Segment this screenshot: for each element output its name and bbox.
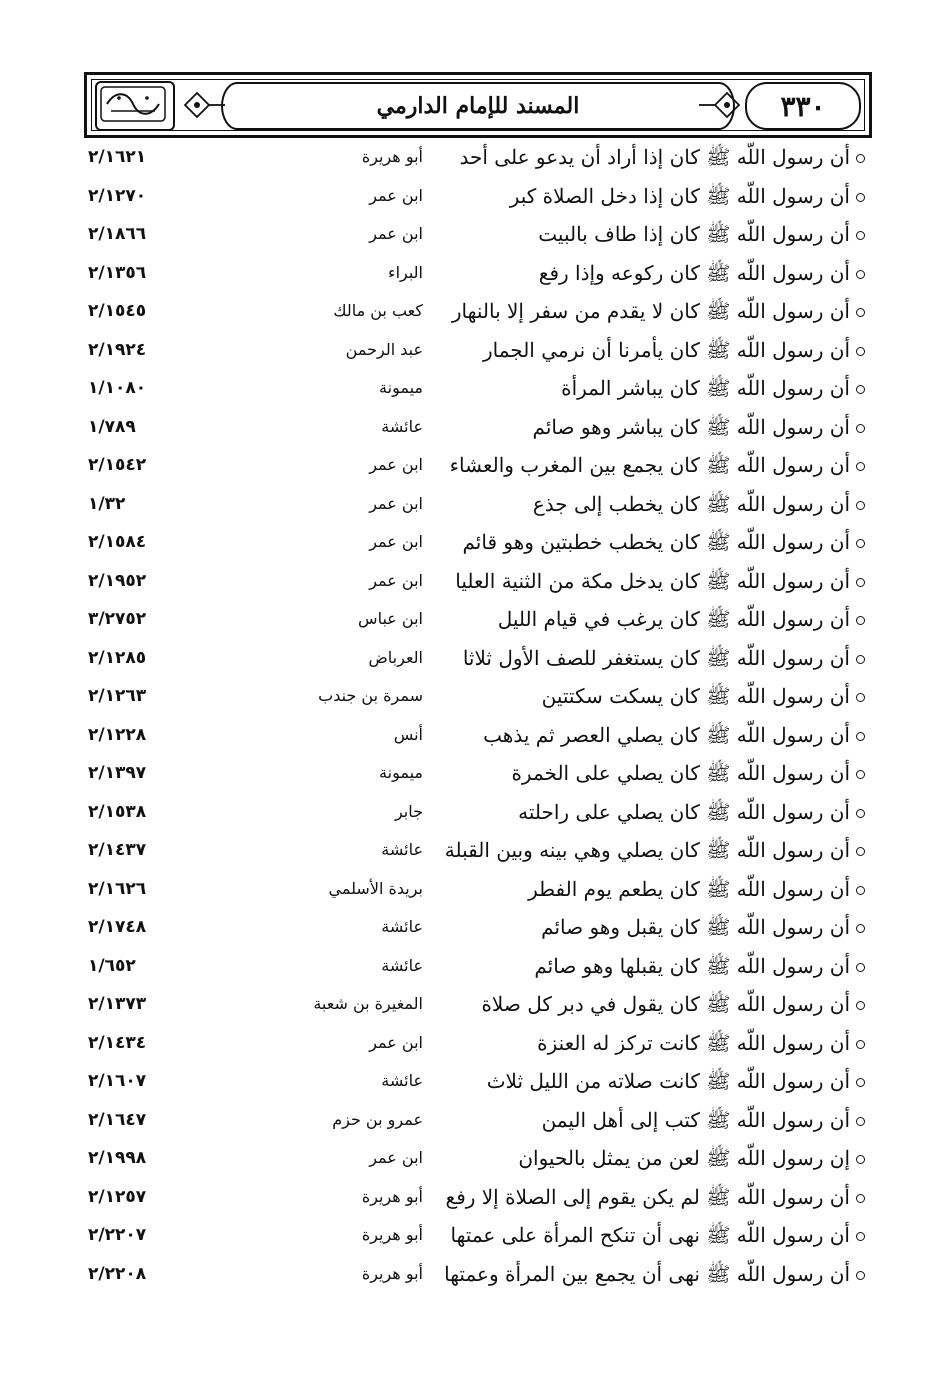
- narrator-name: أبو هريرة: [361, 147, 423, 166]
- circle-bullet-icon: [856, 501, 865, 510]
- hadith-incipit: [481, 992, 865, 1021]
- volume-hadith-reference: ١/٦٥٢: [88, 955, 136, 976]
- page-number: ٣٣٠: [745, 82, 861, 130]
- index-entry: [0, 372, 937, 411]
- index-entry: [0, 449, 937, 488]
- narrator-name: أبو هريرة: [361, 1186, 423, 1206]
- hadith-text: أن رسول اللّه ﷺ نهى أن يجمع بين المرأة وعمتها: [444, 1261, 850, 1286]
- hadith-text: أن رسول اللّه ﷺ كتب إلى أهل اليمن: [541, 1107, 850, 1132]
- index-entry: [0, 950, 937, 989]
- volume-hadith-reference: ٣/٢٧٥٢: [88, 609, 147, 629]
- hadith-incipit: [561, 376, 865, 405]
- title-cartouche: [237, 82, 719, 130]
- index-entry: [0, 1142, 937, 1181]
- volume-hadith-reference: ٢/١٩٥٢: [88, 570, 147, 591]
- narrator-name: أنس: [393, 724, 423, 744]
- index-entry: [0, 565, 937, 604]
- narrator-name: العرباض: [368, 647, 423, 667]
- hadith-text: أن رسول اللّه ﷺ كان يصلي وهي بينه وبين القبلة: [444, 838, 850, 862]
- volume-hadith-reference: ٢/١٣٩٧: [88, 763, 147, 783]
- narrator-name: عمرو بن حزم: [332, 1109, 423, 1129]
- narrator-name: ابن عباس: [358, 609, 423, 628]
- narrator-name: سمرة بن جندب: [318, 686, 423, 705]
- hadith-text: أن رسول اللّه ﷺ كان يأمرنا أن نرمي الجمار: [482, 337, 850, 362]
- circle-bullet-icon: [856, 462, 865, 471]
- narrator-name: ابن عمر: [369, 532, 423, 551]
- narrator-name: البراء: [388, 262, 423, 282]
- volume-hadith-reference: ٢/١٨٦٦: [88, 224, 147, 244]
- hadith-incipit: [542, 684, 865, 713]
- volume-hadith-reference: ٢/١٤٣٤: [88, 1032, 147, 1053]
- hadith-incipit: [450, 453, 865, 482]
- index-entry: [0, 180, 937, 219]
- hadith-incipit: [542, 1108, 865, 1137]
- index-entry: [0, 218, 937, 257]
- hadith-text: أن رسول اللّه ﷺ كان يقول في دبر كل صلاة: [481, 992, 850, 1016]
- volume-hadith-reference: ١/٧٨٩: [88, 416, 136, 437]
- hadith-text: أن رسول اللّه ﷺ كان يصلي على الخمرة: [511, 761, 850, 785]
- index-entry: [0, 911, 937, 950]
- hadith-text: أن رسول اللّه ﷺ كان يطعم يوم الفطر: [528, 876, 850, 901]
- hadith-incipit: [528, 877, 865, 906]
- circle-bullet-icon: [856, 1194, 865, 1203]
- volume-hadith-reference: ٢/١٥٣٨: [88, 801, 147, 822]
- hadith-text: أن رسول اللّه ﷺ كان يخطب إلى جذع: [532, 491, 850, 516]
- circle-bullet-icon: [856, 732, 865, 741]
- volume-hadith-reference: ٢/١٢٧٠: [88, 185, 147, 206]
- narrator-name: ابن عمر: [369, 1148, 423, 1167]
- hadith-incipit: [539, 261, 865, 290]
- hadith-text: أن رسول اللّه ﷺ كان يستغفر للصف الأول ثلاثا: [462, 645, 850, 670]
- hadith-incipit: [538, 222, 865, 251]
- index-entry: [0, 1181, 937, 1220]
- index-entry: [0, 526, 937, 565]
- narrator-name: ابن عمر: [369, 455, 423, 474]
- circle-bullet-icon: [856, 231, 865, 240]
- circle-bullet-icon: [856, 1232, 865, 1241]
- index-entry: [0, 488, 937, 527]
- hadith-incipit: [450, 1223, 865, 1252]
- narrator-name: بريدة الأسلمي: [328, 878, 423, 898]
- hadith-text: أن رسول اللّه ﷺ كان إذا طاف بالبيت: [538, 222, 850, 246]
- volume-hadith-reference: ٢/١٢٨٥: [88, 647, 147, 668]
- hadith-incipit: [498, 607, 865, 636]
- narrator-name: عائشة: [381, 840, 423, 859]
- circle-bullet-icon: [856, 655, 865, 664]
- volume-hadith-reference: ٢/١٥٤٢: [88, 455, 147, 475]
- volume-hadith-reference: ٢/١٤٣٧: [88, 840, 147, 860]
- volume-hadith-reference: ٢/١٩٩٨: [88, 1148, 147, 1168]
- hadith-incipit: [452, 299, 865, 328]
- hadith-text: أن رسول اللّه ﷺ كان يسكت سكتتين: [541, 684, 850, 708]
- circle-bullet-icon: [856, 193, 865, 202]
- volume-hadith-reference: ٢/١٦٢٦: [88, 878, 147, 899]
- circle-bullet-icon: [856, 693, 865, 702]
- volume-hadith-reference: ٢/١٦٤٧: [88, 1109, 147, 1130]
- hadith-incipit: [541, 915, 865, 944]
- volume-hadith-reference: ٢/١٧٤٨: [88, 917, 147, 937]
- hadith-incipit: [446, 1185, 865, 1214]
- volume-hadith-reference: ٢/١٥٨٤: [88, 532, 147, 552]
- hadith-text: أن رسول اللّه ﷺ كانت صلاته من الليل ثلاث: [486, 1069, 850, 1093]
- circle-bullet-icon: [856, 770, 865, 779]
- hadith-incipit: [463, 646, 865, 675]
- narrator-name: أبو هريرة: [361, 1263, 423, 1283]
- narrator-name: أبو هريرة: [361, 1225, 423, 1244]
- index-entry: [0, 642, 937, 681]
- circle-bullet-icon: [856, 347, 865, 356]
- volume-hadith-reference: ٢/١٦٠٧: [88, 1071, 147, 1091]
- hadith-incipit: [487, 1069, 865, 1098]
- calligraphy-emblem-icon: [97, 83, 169, 125]
- narrator-name: ابن عمر: [369, 570, 423, 590]
- narrator-name: المغيرة بن شعبة: [313, 994, 423, 1013]
- circle-bullet-icon: [856, 924, 865, 933]
- hadith-text: أن رسول اللّه ﷺ كان يرغب في قيام الليل: [497, 607, 850, 631]
- circle-bullet-icon: [856, 154, 865, 163]
- circle-bullet-icon: [856, 1040, 865, 1049]
- hadith-incipit: [462, 530, 865, 559]
- hadith-text: أن رسول اللّه ﷺ كان يصلي على راحلته: [518, 799, 850, 824]
- hadith-text: أن رسول اللّه ﷺ كان يجمع بين المغرب والعشاء: [449, 453, 850, 477]
- hadith-incipit: [455, 569, 865, 598]
- index-entry: [0, 988, 937, 1027]
- hadith-incipit: [518, 1146, 865, 1175]
- hadith-incipit: [483, 338, 865, 367]
- circle-bullet-icon: [856, 847, 865, 856]
- volume-hadith-reference: ٢/١٣٥٦: [88, 262, 147, 283]
- book-title: المسند للإمام الدارمي: [376, 93, 580, 119]
- hadith-index-list: [0, 141, 937, 1296]
- hadith-incipit: [533, 415, 865, 444]
- right-ornament-icon: [697, 87, 741, 123]
- circle-bullet-icon: [856, 270, 865, 279]
- circle-bullet-icon: [856, 1271, 865, 1280]
- circle-bullet-icon: [856, 616, 865, 625]
- hadith-text: أن رسول اللّه ﷺ كان يقبل وهو صائم: [541, 915, 850, 939]
- volume-hadith-reference: ٢/١٣٧٣: [88, 994, 147, 1014]
- narrator-name: ميمونة: [379, 763, 423, 782]
- hadith-text: أن رسول اللّه ﷺ كان يباشر وهو صائم: [532, 414, 850, 439]
- hadith-incipit: [518, 800, 865, 829]
- hadith-text: أن رسول اللّه ﷺ كان يخطب خطبتين وهو قائم: [462, 530, 850, 554]
- index-entry: [0, 1104, 937, 1143]
- hadith-incipit: [444, 1262, 865, 1291]
- circle-bullet-icon: [856, 1078, 865, 1087]
- circle-bullet-icon: [856, 886, 865, 895]
- page-header: [84, 72, 872, 138]
- hadith-incipit: [445, 838, 865, 867]
- hadith-text: أن رسول اللّه ﷺ كان إذا أراد أن يدعو على أحد: [459, 145, 850, 169]
- hadith-text: أن رسول اللّه ﷺ كان يصلي العصر ثم يذهب: [483, 722, 850, 747]
- index-entry: [0, 680, 937, 719]
- circle-bullet-icon: [856, 1117, 865, 1126]
- circle-bullet-icon: [856, 809, 865, 818]
- volume-hadith-reference: ٢/١٢٥٧: [88, 1186, 147, 1207]
- hadith-incipit: [537, 1031, 865, 1060]
- index-entry: [0, 257, 937, 296]
- hadith-text: إن رسول اللّه ﷺ لعن من يمثل بالحيوان: [518, 1146, 850, 1170]
- hadith-incipit: [534, 954, 865, 983]
- narrator-name: عبد الرحمن: [345, 339, 423, 359]
- volume-hadith-reference: ٢/١٩٢٤: [88, 339, 147, 360]
- narrator-name: ابن عمر: [369, 1032, 423, 1052]
- index-entry: [0, 873, 937, 912]
- narrator-name: عائشة: [381, 917, 423, 936]
- circle-bullet-icon: [856, 1155, 865, 1164]
- index-entry: [0, 411, 937, 450]
- index-entry: [0, 295, 937, 334]
- hadith-incipit: [510, 184, 865, 213]
- hadith-incipit: [533, 492, 865, 521]
- index-entry: [0, 1258, 937, 1297]
- hadith-text: أن رسول اللّه ﷺ كان يقبلها وهو صائم: [534, 953, 850, 978]
- circle-bullet-icon: [856, 308, 865, 317]
- narrator-name: ابن عمر: [369, 185, 423, 205]
- circle-bullet-icon: [856, 424, 865, 433]
- volume-hadith-reference: ١/٣٢: [88, 493, 126, 514]
- volume-hadith-reference: ٢/١٥٤٥: [88, 301, 147, 321]
- hadith-text: أن رسول اللّه ﷺ لم يكن يقوم إلى الصلاة إلا رفع: [445, 1184, 850, 1209]
- narrator-name: عائشة: [381, 416, 423, 436]
- hadith-text: أن رسول اللّه ﷺ كان إذا دخل الصلاة كبر: [509, 183, 850, 208]
- narrator-name: ابن عمر: [369, 224, 423, 243]
- hadith-text: أن رسول اللّه ﷺ نهى أن تنكح المرأة على عمتها: [450, 1223, 850, 1247]
- narrator-name: جابر: [394, 801, 423, 821]
- book-logo: [95, 81, 175, 131]
- volume-hadith-reference: ٢/١٢٦٣: [88, 686, 147, 706]
- hadith-incipit: [511, 761, 865, 790]
- circle-bullet-icon: [856, 1001, 865, 1010]
- volume-hadith-reference: ٢/٢٢٠٧: [88, 1225, 147, 1245]
- index-entry: [0, 603, 937, 642]
- circle-bullet-icon: [856, 578, 865, 587]
- index-entry: [0, 1065, 937, 1104]
- index-entry: [0, 796, 937, 835]
- volume-hadith-reference: ٢/٢٢٠٨: [88, 1263, 147, 1284]
- narrator-name: ميمونة: [379, 378, 423, 397]
- hadith-text: أن رسول اللّه ﷺ كانت تركز له العنزة: [537, 1030, 850, 1055]
- index-entry: [0, 1219, 937, 1258]
- index-entry: [0, 334, 937, 373]
- hadith-text: أن رسول اللّه ﷺ كان يباشر المرأة: [561, 376, 850, 400]
- index-entry: [0, 757, 937, 796]
- hadith-text: أن رسول اللّه ﷺ كان ركوعه وإذا رفع: [538, 260, 850, 285]
- volume-hadith-reference: ٢/١٢٢٨: [88, 724, 147, 745]
- narrator-name: ابن عمر: [369, 493, 423, 513]
- hadith-incipit: [460, 145, 865, 174]
- index-entry: [0, 141, 937, 180]
- circle-bullet-icon: [856, 963, 865, 972]
- hadith-incipit: [483, 723, 865, 752]
- narrator-name: عائشة: [381, 955, 423, 975]
- narrator-name: عائشة: [381, 1071, 423, 1090]
- index-entry: [0, 719, 937, 758]
- hadith-text: أن رسول اللّه ﷺ كان يدخل مكة من الثنية العليا: [455, 568, 850, 593]
- index-entry: [0, 834, 937, 873]
- volume-hadith-reference: ١/١٠٨٠: [88, 378, 147, 398]
- narrator-name: كعب بن مالك: [333, 301, 423, 320]
- hadith-text: أن رسول اللّه ﷺ كان لا يقدم من سفر إلا بالنهار: [451, 299, 850, 323]
- volume-hadith-reference: ٢/١٦٢١: [88, 147, 147, 167]
- index-entry: [0, 1027, 937, 1066]
- circle-bullet-icon: [856, 539, 865, 548]
- circle-bullet-icon: [856, 385, 865, 394]
